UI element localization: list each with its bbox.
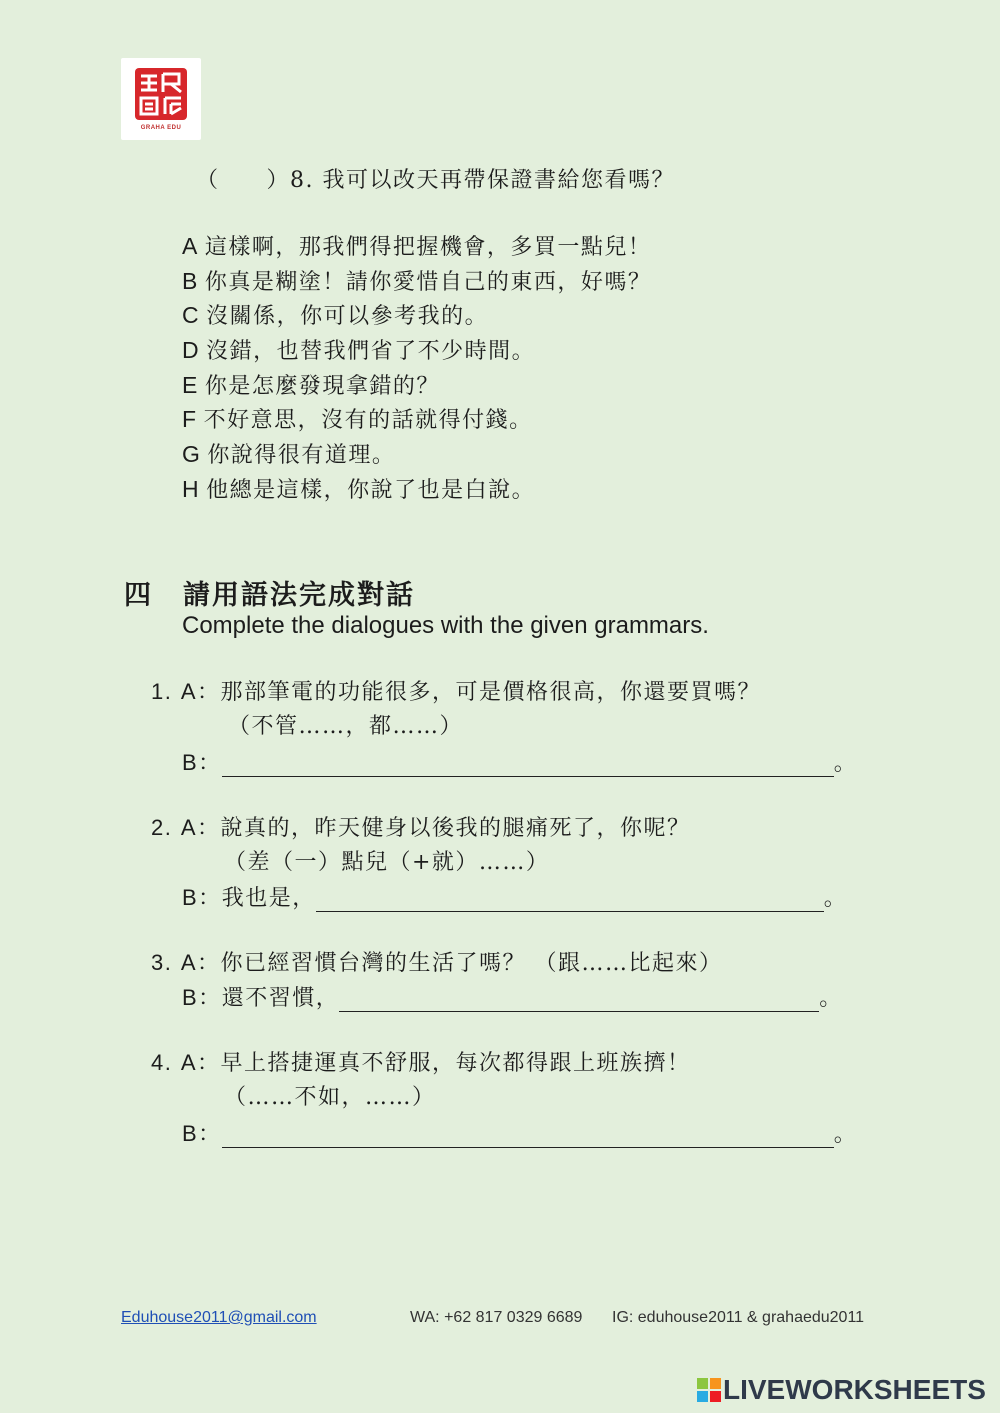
liveworksheets-logo-icon [697, 1377, 721, 1401]
options-list [182, 229, 651, 507]
dialogue-3-b: B：還不習慣， 。 [182, 985, 843, 1011]
footer-instagram: IG: eduhouse2011 & grahaedu2011 [612, 1309, 865, 1326]
dialogue-3-a: 3. A：你已經習慣台灣的生活了嗎？ （跟……比起來） [151, 950, 723, 976]
dialogue-1-a: 1. A：那部筆電的功能很多，可是價格很高，你還要買嗎？ [151, 679, 762, 705]
dialogue-1-grammar: （不管……，都……） [228, 714, 464, 739]
option-d: D 沒錯，也替我們省了不少時間。 [182, 337, 536, 365]
section-subtitle: Complete the dialogues with the given grammars. [182, 612, 709, 639]
dialogue-2-b: B：我也是， 。 [182, 885, 848, 911]
dialogue-4-b: B： 。 [182, 1121, 858, 1147]
footer-whatsapp: WA: +62 817 0329 6689 [410, 1309, 583, 1326]
logo-caption: GRAHA EDU [140, 125, 182, 131]
option-g: G 你說得很有道理。 [182, 441, 396, 469]
option-a: A 這樣啊，那我們得把握機會，多買一點兒！ [182, 233, 652, 260]
liveworksheets-watermark [697, 1374, 986, 1406]
option-c: C 沒關係，你可以參考我的。 [182, 302, 489, 330]
section-number: 四 [124, 580, 151, 611]
answer-paren: （ ） [196, 168, 291, 193]
dialogue-2-grammar: （差（一）點兒（+就）……） [224, 850, 550, 875]
option-e: E 你是怎麼發現拿錯的？ [182, 371, 440, 399]
dialogue-1-answer-blank[interactable] [222, 750, 834, 777]
question-8 [196, 163, 675, 194]
dialogue-2-a: 2. A：說真的，昨天健身以後我的腿痛死了，你呢？ [151, 815, 691, 841]
dialogue-3-answer-blank[interactable] [339, 985, 819, 1012]
footer-email-link[interactable]: Eduhouse2011@gmail.com [121, 1309, 317, 1326]
dialogue-4-grammar: （……不如，……） [224, 1085, 436, 1110]
dialogue-4-answer-blank[interactable] [222, 1121, 834, 1148]
graha-edu-logo [121, 58, 201, 140]
seal-icon [135, 68, 187, 120]
question-8-text: 8. 我可以改天再帶保證書給您看嗎？ [290, 168, 676, 193]
dialogue-2-answer-blank[interactable] [316, 885, 824, 912]
option-h: H 他總是這樣，你說了也是白說。 [182, 475, 536, 503]
dialogue-1-b: B： 。 [182, 750, 858, 776]
option-f: F 不好意思，沒有的話就得付錢。 [182, 406, 533, 434]
dialogue-4-a: 4. A：早上搭捷運真不舒服，每次都得跟上班族擠！ [151, 1050, 691, 1076]
option-b: B 你真是糊塗！請你愛惜自己的東西，好嗎？ [182, 267, 652, 295]
section-title: 請用語法完成對話 [183, 580, 415, 611]
watermark-text: LIVEWORKSHEETS [723, 1374, 986, 1405]
